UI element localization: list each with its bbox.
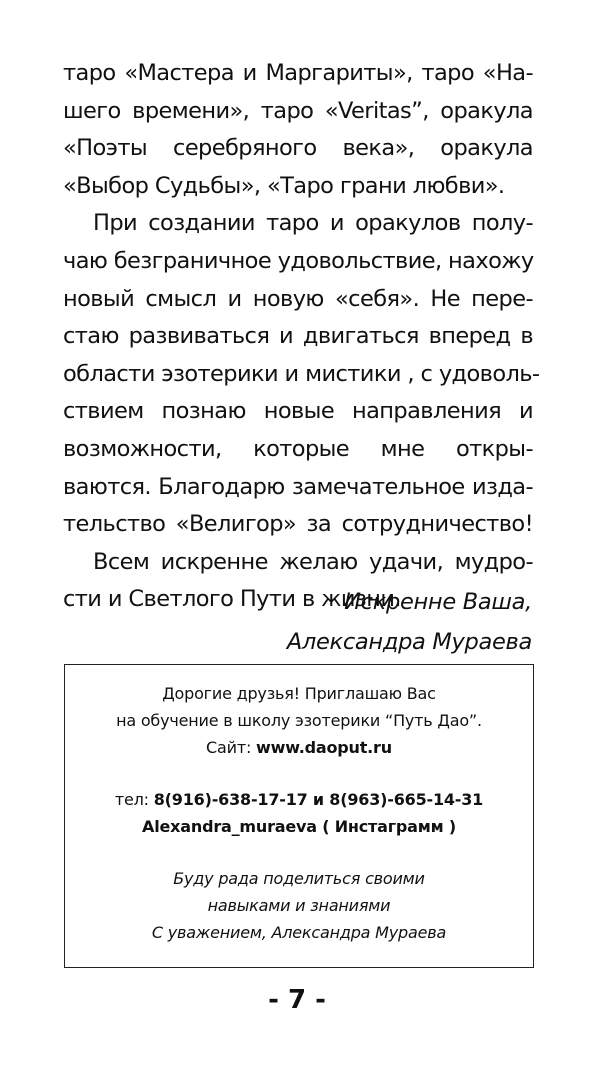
text-line: ваются. Благодарю замечательное изда- — [63, 473, 533, 500]
paragraph-1 — [63, 55, 533, 205]
text-line: «Выбор Судьбы», «Таро грани любви». — [63, 172, 505, 199]
site-url: www.daoput.ru — [256, 738, 392, 757]
text-line: чаю безграничное удовольствие, нахожу — [63, 247, 534, 274]
text-line: Всем искренне желаю удачи, мудро- — [93, 548, 533, 575]
notice-site — [65, 734, 533, 761]
text-line: «Поэты серебряного века», оракула — [63, 135, 533, 162]
phone-label: тел: — [114, 790, 154, 809]
notice-line: на обучение в школу эзотерики “Путь Дао”. — [116, 711, 482, 730]
closing-line: Буду рада поделиться своими — [173, 869, 425, 888]
closing-line: навыками и знаниями — [207, 896, 391, 915]
text-line: области эзотерики и мистики , с удоволь- — [63, 360, 540, 387]
notice-box — [64, 664, 534, 968]
page-number: - 7 - — [268, 985, 326, 1015]
notice-phones — [65, 786, 533, 813]
instagram-handle: Alexandra_muraeva ( Инстаграмм ) — [142, 817, 456, 836]
text-line: новый смысл и новую «себя». Не пере- — [63, 285, 533, 312]
paragraph-2 — [63, 205, 540, 543]
site-label: Сайт: — [206, 738, 257, 757]
signature — [287, 582, 532, 662]
notice-line: Дорогие друзья! Приглашаю Вас — [162, 684, 436, 703]
text-line: сти и Светлого Пути в жизни. — [63, 586, 401, 613]
text-line: таро «Мастера и Маргариты», таро «На- — [63, 60, 533, 86]
text-line: стаю развиваться и двигаться вперед в — [63, 323, 533, 350]
text-line: При создании таро и оракулов полу- — [93, 210, 533, 237]
phone-numbers: 8(916)-638-17-17 и 8(963)-665-14-31 — [153, 790, 484, 809]
body-text — [63, 55, 540, 619]
text-line: возможности, которые мне откры- — [63, 435, 533, 462]
text-line: шего времени», таро «Veritas”, оракула — [63, 97, 533, 124]
signature-name: Александра Мураева — [286, 629, 532, 655]
text-line: ствием познаю новые направления и — [63, 398, 533, 425]
text-line: тельство «Велигор» за сотрудничество! — [63, 511, 533, 538]
closing-line: С уважением, Александра Мураева — [151, 923, 447, 942]
signature-line: Искренне Ваша, — [344, 589, 532, 615]
